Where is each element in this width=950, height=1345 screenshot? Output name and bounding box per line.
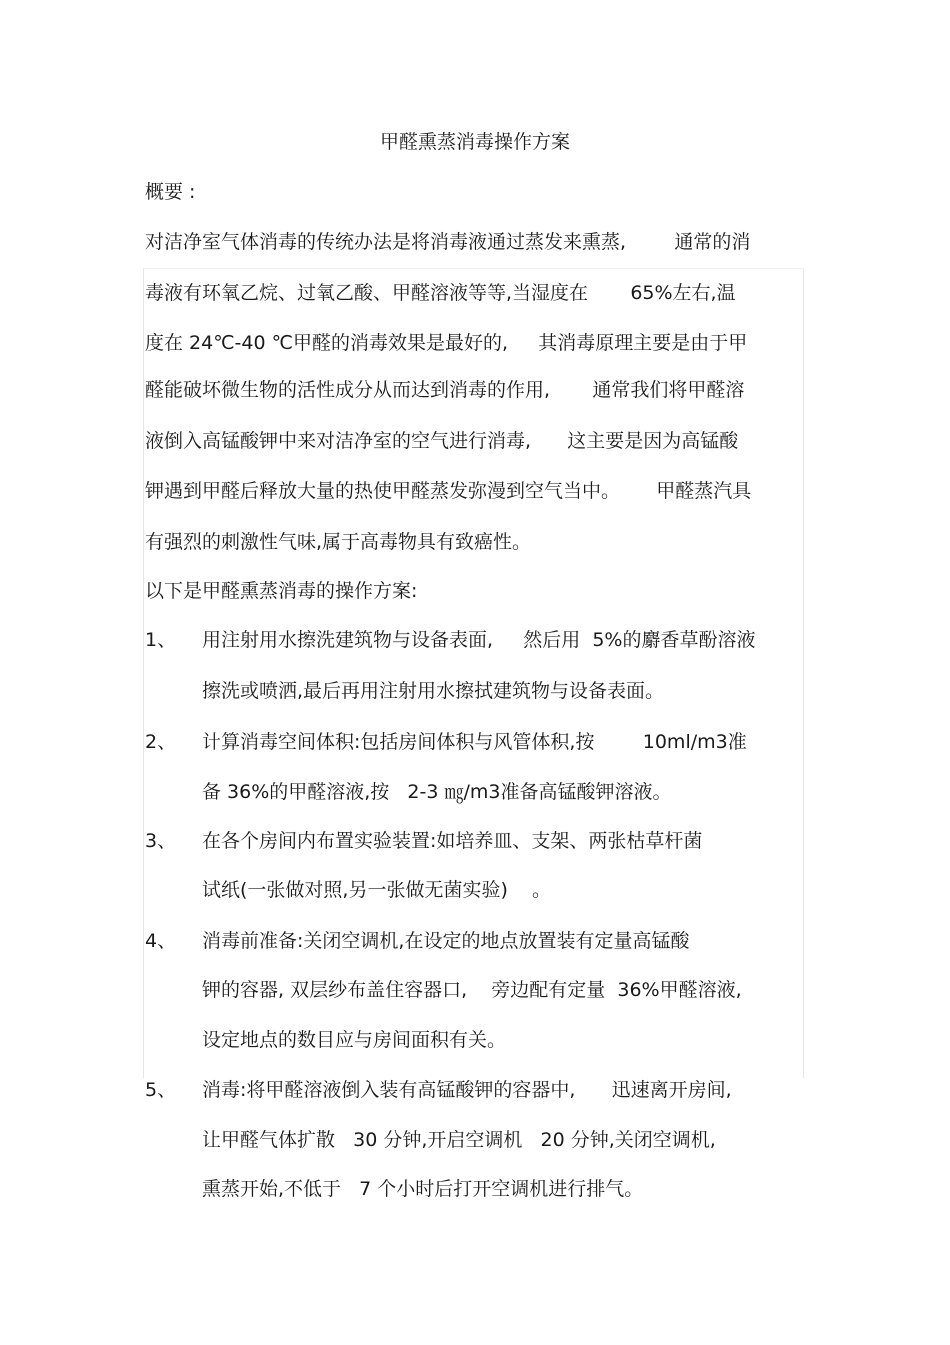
step-line: 计算消毒空间体积:包括房间体积与风管体积,按 10ml/m3准 xyxy=(202,731,747,753)
document-title: 甲醛熏蒸消毒操作方案 xyxy=(379,131,570,153)
step-line: 让甲醛气体扩散 30 分钟,开启空调机 20 分钟,关闭空调机, xyxy=(202,1129,716,1151)
step-line: 试纸(一张做对照,另一张做无菌实验) 。 xyxy=(202,879,552,901)
step-number: 1、 xyxy=(145,629,177,651)
step-line: 钾的容器, 双层纱布盖住容器口, 旁边配有定量 36%甲醛溶液, xyxy=(202,979,742,1001)
step-line: 用注射用水擦洗建筑物与设备表面, 然后用 5%的麝香草酚溶液 xyxy=(202,629,756,651)
step-line: 在各个房间内布置实验装置:如培养皿、支架、两张枯草杆菌 xyxy=(202,830,703,852)
step-line: 消毒:将甲醛溶液倒入装有高锰酸钾的容器中, 迅速离开房间, xyxy=(202,1079,732,1101)
summary-label: 概要 : xyxy=(145,181,196,203)
steps-intro: 以下是甲醛熏蒸消毒的操作方案: xyxy=(145,580,418,602)
intro-line: 度在 24℃-40 ℃甲醛的消毒效果是最好的, 其消毒原理主要是由于甲 xyxy=(145,332,748,354)
step-line: 熏蒸开始,不低于 7 个小时后打开空调机进行排气。 xyxy=(202,1178,644,1200)
step-line: 设定地点的数目应与房间面积有关。 xyxy=(202,1029,507,1051)
step-number: 4、 xyxy=(145,930,177,952)
intro-line: 毒液有环氧乙烷、过氧乙酸、甲醛溶液等等,当湿度在 65%左右,温 xyxy=(145,282,736,304)
step-number: 2、 xyxy=(145,731,177,753)
step-line: 擦洗或喷洒,最后再用注射用水擦拭建筑物与设备表面。 xyxy=(202,680,665,702)
intro-line: 醛能破坏微生物的活性成分从而达到消毒的作用, 通常我们将甲醛溶 xyxy=(145,379,745,401)
intro-line: 液倒入高锰酸钾中来对洁净室的空气进行消毒, 这主要是因为高锰酸 xyxy=(145,430,739,452)
step-line: 备 36%的甲醛溶液,按 2-3 ㎎/m3准备高锰酸钾溶液。 xyxy=(202,781,672,803)
step-number: 3、 xyxy=(145,830,177,852)
intro-line: 钾遇到甲醛后释放大量的热使甲醛蒸发弥漫到空气当中。 甲醛蒸汽具 xyxy=(145,480,752,502)
step-line: 消毒前准备:关闭空调机,在设定的地点放置装有定量高锰酸 xyxy=(202,930,690,952)
intro-line: 对洁净室气体消毒的传统办法是将消毒液通过蒸发来熏蒸, 通常的消 xyxy=(145,231,751,253)
intro-line: 有强烈的刺激性气味,属于高毒物具有致癌性。 xyxy=(145,531,532,553)
step-number: 5、 xyxy=(145,1079,177,1101)
